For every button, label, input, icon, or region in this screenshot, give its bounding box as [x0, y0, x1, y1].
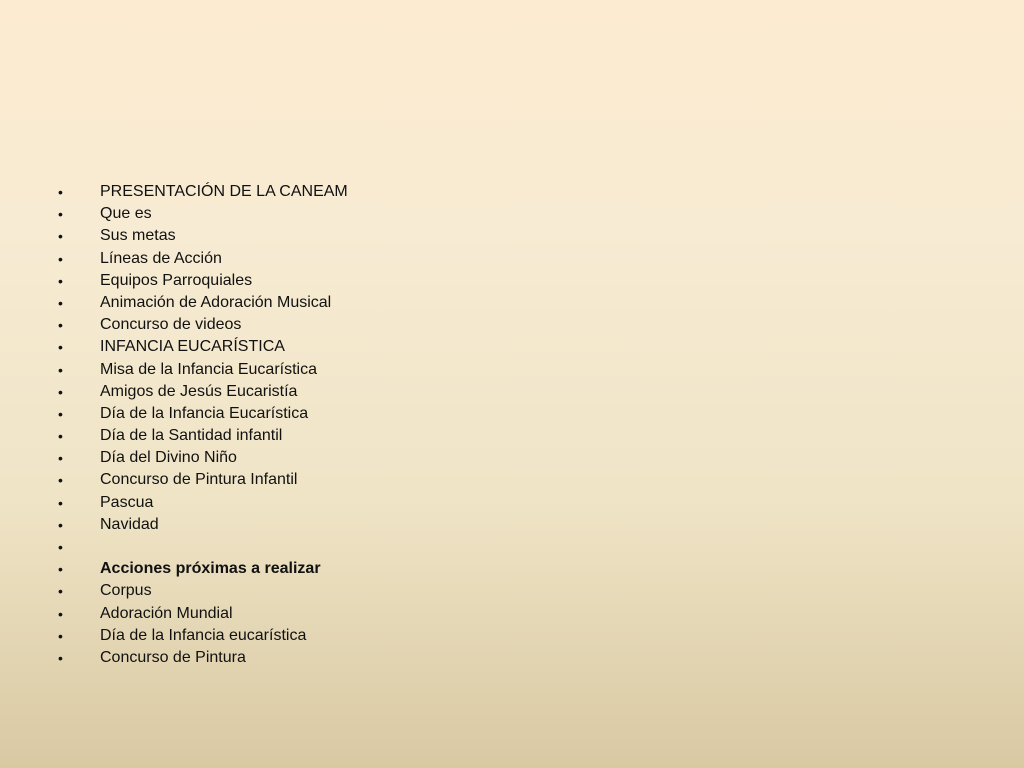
list-item-text: PRESENTACIÓN DE LA CANEAM	[100, 183, 348, 200]
list-item-text: Amigos de Jesús Eucaristía	[100, 382, 298, 400]
bullet-icon: •	[58, 339, 63, 356]
bullet-icon: •	[58, 405, 63, 422]
list-item-text: Líneas de Acción	[100, 249, 222, 267]
list-item-text: Sus metas	[100, 227, 176, 245]
list-item-text: Corpus	[100, 582, 152, 600]
bullet-icon: •	[58, 516, 63, 533]
list-item-text: Navidad	[100, 515, 159, 533]
bullet-icon: •	[58, 361, 63, 378]
list-item-text: Acciones próximas a realizar	[100, 560, 321, 578]
bullet-icon: •	[58, 272, 63, 289]
bullet-icon: •	[58, 583, 63, 600]
bullet-icon: •	[58, 494, 63, 511]
list-item-text: Pascua	[100, 493, 154, 511]
bullet-icon: •	[58, 649, 63, 666]
list-item-text: Día del Divino Niño	[100, 449, 237, 467]
bullet-icon: •	[58, 472, 63, 489]
list-item-text: Concurso de Pintura	[100, 648, 246, 666]
bullet-icon: •	[58, 450, 63, 467]
bullet-icon: •	[58, 228, 63, 245]
list-item-text: Concurso de videos	[100, 316, 242, 334]
bullet-icon: •	[58, 206, 63, 223]
list-item-text: Concurso de Pintura Infantil	[100, 471, 298, 489]
list-item-text: Día de la Infancia Eucarística	[100, 404, 309, 422]
bullet-icon: •	[58, 184, 63, 200]
list-item-text: INFANCIA EUCARÍSTICA	[100, 338, 285, 356]
bullet-icon: •	[58, 317, 63, 334]
list-item-text: Que es	[100, 205, 152, 223]
bullet-icon: •	[58, 627, 63, 644]
bullet-icon: •	[58, 539, 63, 555]
bullet-icon: •	[58, 250, 63, 267]
list-item-text: Misa de la Infancia Eucarística	[100, 360, 317, 378]
list-item-text: Equipos Parroquiales	[100, 271, 253, 289]
bullet-icon: •	[58, 605, 63, 622]
bullet-icon: •	[58, 428, 63, 445]
bullet-icon: •	[58, 561, 63, 578]
list-item-text: Día de la Infancia eucarística	[100, 626, 307, 644]
bullet-icon: •	[58, 294, 63, 311]
bullet-icon: •	[58, 383, 63, 400]
list-item-text: Adoración Mundial	[100, 604, 233, 622]
list-item-text: Día de la Santidad infantil	[100, 427, 283, 445]
list-item-text: Animación de Adoración Musical	[100, 293, 332, 311]
